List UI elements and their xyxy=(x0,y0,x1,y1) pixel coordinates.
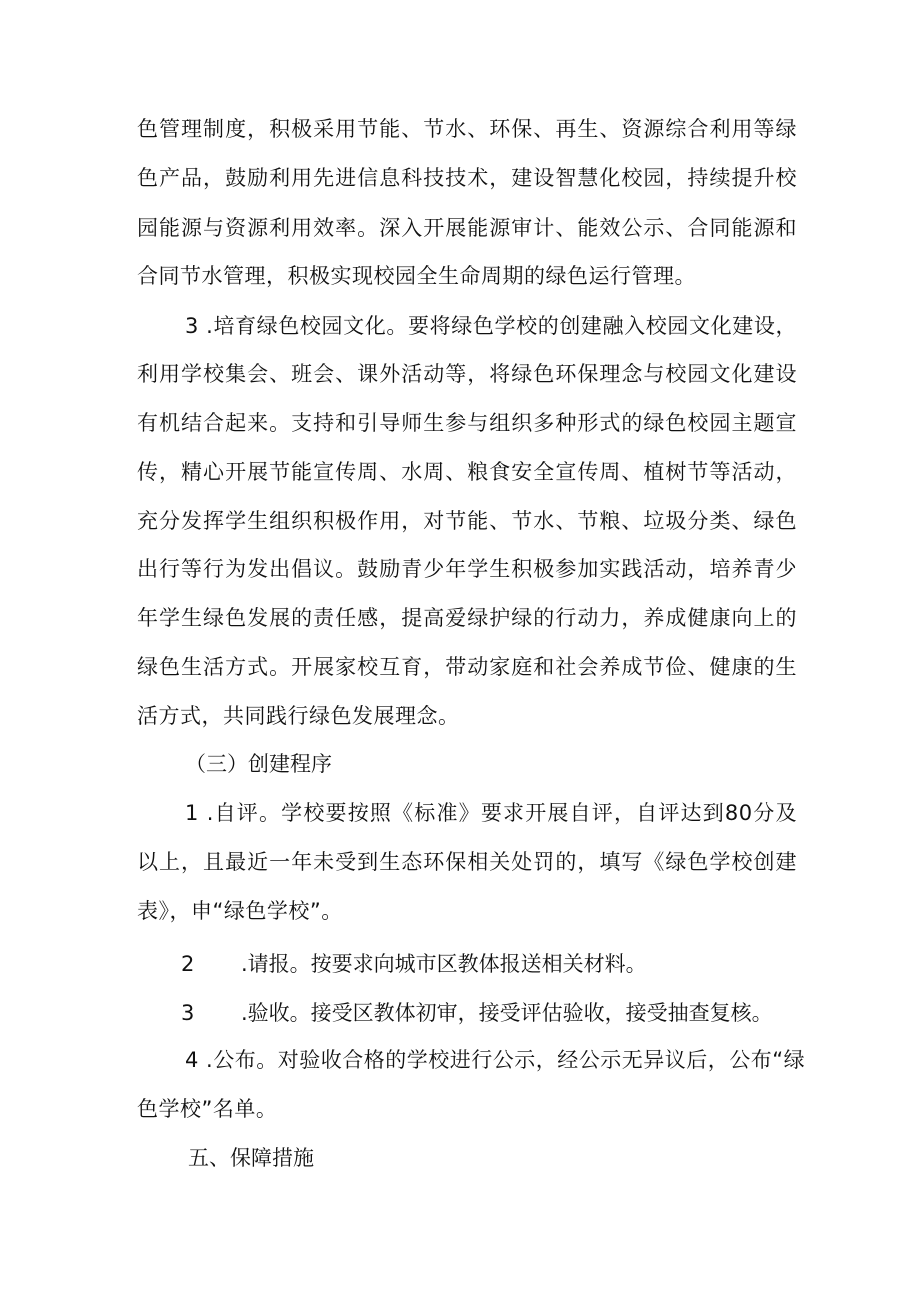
paragraph-line: 色管理制度，积极采用节能、节水、环保、再生、资源综合利用等绿 xyxy=(137,117,797,141)
step-number: 2 xyxy=(181,952,195,976)
section-heading: （三）创建程序 xyxy=(185,752,332,776)
paragraph-line: 表》，申“绿色学校”。 xyxy=(137,899,343,923)
paragraph-line: 活方式，共同践行绿色发展理念。 xyxy=(137,704,460,728)
paragraph-line: 色学校”名单。 xyxy=(137,1097,278,1121)
paragraph-line: 园能源与资源利用效率。深入开展能源审计、能效公示、合同能源和 xyxy=(137,216,797,240)
paragraph-line: 传，精心开展节能宣传周、水周、粮食安全宣传周、植树节等活动， xyxy=(137,460,797,484)
paragraph-line: 有机结合起来。支持和引导师生参与组织多种形式的绿色校园主题宣 xyxy=(137,411,797,435)
step-text: .请报。按要求向城市区教体报送相关材料。 xyxy=(241,952,647,976)
paragraph-line: 利用学校集会、班会、课外活动等，将绿色环保理念与校园文化建设 xyxy=(137,362,797,386)
paragraph-line: 年学生绿色发展的责任感，提高爱绿护绿的行动力，养成健康向上的 xyxy=(137,606,797,630)
paragraph-line: 合同节水管理，积极实现校园全生命周期的绿色运行管理。 xyxy=(137,264,696,288)
paragraph-line: 1 .自评。学校要按照《标准》要求开展自评，自评达到80分及 xyxy=(185,801,797,825)
paragraph-line: 以上，且最近一年未受到生态环保相关处罚的，填写《绿色学校创建 xyxy=(137,850,797,874)
step-text: .验收。接受区教体初审，接受评估验收，接受抽查复核。 xyxy=(241,1001,773,1025)
step-number: 3 xyxy=(181,1001,195,1025)
main-heading: 五、保障措施 xyxy=(188,1146,314,1170)
paragraph-line: 3 .培育绿色校园文化。要将绿色学校的创建融入校园文化建设， xyxy=(185,314,797,338)
paragraph-line: 绿色生活方式。开展家校互育，带动家庭和社会养成节俭、健康的生 xyxy=(137,655,797,679)
paragraph-line: 4 .公布。对验收合格的学校进行公示，经公示无异议后，公布“绿 xyxy=(185,1048,806,1072)
paragraph-line: 出行等行为发出倡议。鼓励青少年学生积极参加实践活动，培养青少 xyxy=(137,557,797,581)
paragraph-line: 充分发挥学生组织积极作用，对节能、节水、节粮、垃圾分类、绿色 xyxy=(137,509,797,533)
paragraph-line: 色产品，鼓励利用先进信息科技技术，建设智慧化校园，持续提升校 xyxy=(137,166,797,190)
